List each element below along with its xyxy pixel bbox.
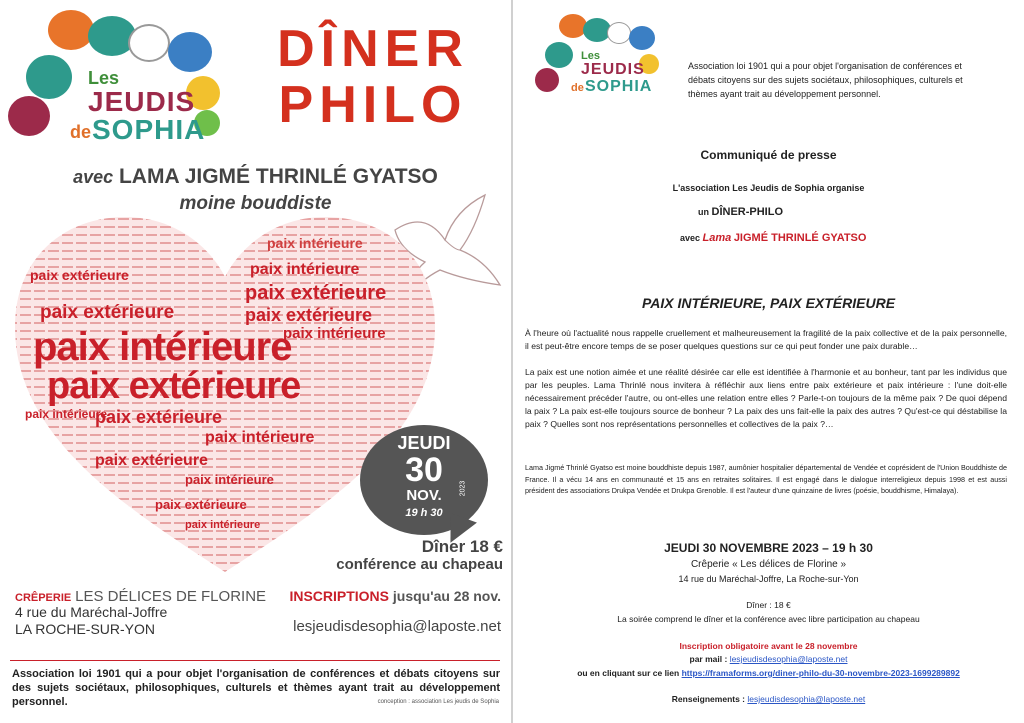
month: NOV. [406,487,442,504]
info-line [513,694,1024,704]
press-release-page [513,0,1024,723]
registration-email-link[interactable]: lesjeudisdesophia@laposte.net [729,654,848,664]
year: 2023 [459,480,467,497]
event-includes: La soirée comprend le dîner et la conférence avec libre participation au chapeau [617,614,920,624]
speech-bubble-icon [128,24,170,62]
press-release-heading: Communiqué de presse [700,148,837,162]
event-type [698,206,783,218]
logo-jeudis: JEUDIS [88,86,196,117]
logo-les: Les [581,50,600,62]
avec-label: avec [73,167,114,187]
inscriptions-date: jusqu'au 28 nov. [392,588,501,604]
cloud-word-large: paix intérieure [33,325,292,369]
intro-paragraph-2: La paix est une notion aimée et une réalité désirée car elle est identifiée à l'harmonie et au bonheur, tant par les individus que par les peuples. Lama Thrinlé nous invitera à réfléchir aux liens entre paix extérieure et paix intérieure : l'une doit-elle nécessairement précéder l'autre, ou ont-elles une relation entre elles ? Parle-t-on toujours de la même paix ? De quoi dépend la paix ? La paix est-elle toujours source de bonheur ? La paix des uns fait-elle la paix des autres ? Qu'est-ce qui déstabilise la paix ? Quelles sont nos représentations personnelles et collectives de la paix ?… [525,367,1007,429]
logo-de: de [70,122,92,142]
or-link-label: ou en cliquant sur ce lien [577,668,680,678]
registration-link-line [513,668,1024,678]
footer-text: Association loi 1901 qui a pour objet l'organisation de conférences et débats citoyens sur des sujets sociétaux, philosophiques, culturels et thèmes ayant trait au développement personnel. [12,668,500,708]
cloud-word: paix intérieure [25,407,108,421]
cloud-word-large: paix extérieure [47,365,301,407]
guest-line [0,165,511,189]
talk-title: PAIX INTÉRIEURE, PAIX EXTÉRIEURE [641,295,896,311]
logo [535,14,660,99]
cloud-word: paix extérieure [245,282,387,304]
organiser-line: L'association Les Jeudis de Sophia organise [672,183,865,193]
cloud-word: paix intérieure [185,519,261,531]
guest-name: LAMA JIGMÉ THRINLÉ GYATSO [118,165,438,188]
speech-bubble-icon [607,22,631,44]
guest-bio: Lama Jigmé Thrinlé Gyatso est moine bouddhiste depuis 1987, aumônier hospitalier départemental de Vendée et coprésident de l'Union Bouddhiste de France. Il a vécu 14 ans en communauté et 15 ans en retraites solitaires. Il est engagé dans le dialogue interreligieux depuis 1998 et est aussi président des associations Drukpa Vendée et Drukpa Grenoble. Il est l'auteur d'une quinzaine de livres (poésie, bouddhisme, Himalaya). [525,463,1007,495]
address-line-2: LA ROCHE-SUR-YON [15,621,156,637]
day-number: 30 [405,451,443,489]
un-label: un [698,207,709,217]
footer-divider [10,660,500,661]
speech-bubble-icon [26,55,72,99]
par-mail-label: par mail : [689,654,728,664]
date-badge [360,425,488,535]
title-line-1: DÎNER [277,20,469,78]
cloud-word: paix extérieure [95,407,223,427]
speech-bubble-icon [545,42,573,68]
cloud-word: paix extérieure [40,302,175,323]
cloud-word: paix extérieure [30,267,129,283]
event-address: 14 rue du Maréchal-Joffre, La Roche-sur-Yon [678,574,859,584]
logo-sophia: SOPHIA [92,114,206,145]
price: Dîner 18 € [421,537,503,556]
logo [8,10,223,145]
registration-deadline: Inscription obligatoire avant le 28 novembre [679,641,858,651]
poster-page [0,0,511,723]
speech-bubble-icon [48,10,94,50]
registration-form-link[interactable]: https://framaforms.org/diner-philo-du-30-novembre-2023-1699289892 [681,668,960,678]
logo-de: de [571,82,584,94]
cloud-word: paix intérieure [250,261,360,278]
intro-paragraph-1: À l'heure où l'actualité nous rappelle cruellement et malheureusement la fragilité de la paix collective et de la paix personnelle, il est peut-être encore temps de se poser quelques questions sur ce qui peut fonder une paix durable… [525,328,1007,351]
avec-label: avec [680,233,701,243]
heart-word-cloud [5,207,445,577]
guest-name: JIGMÉ THRINLÉ GYATSO [733,232,867,244]
inscriptions-label: INSCRIPTIONS [289,588,390,604]
cloud-word: paix extérieure [245,305,373,325]
event-venue: Crêperie « Les délices de Florine » [690,559,847,570]
logo-jeudis: JEUDIS [581,61,645,78]
speech-bubble-icon [168,32,212,72]
conference-label: conférence au chapeau [336,556,503,573]
venue-prefix: CRÊPERIE [15,592,72,604]
logo-les: Les [88,68,120,88]
guest-role: moine bouddiste [179,193,332,214]
logo-sophia: SOPHIA [585,78,653,95]
association-description: Association loi 1901 qui a pour objet l'organisation de conférences et débats citoyens sur des sujets sociétaux, philosophiques, culturels et thèmes ayant trait au développement personnel. [688,61,963,99]
email-address[interactable]: lesjeudisdesophia@laposte.net [293,618,501,635]
cloud-word: paix intérieure [205,429,315,446]
registration-email-line [513,654,1024,664]
cloud-word: paix intérieure [283,325,386,342]
cloud-word: paix intérieure [267,235,363,251]
speech-bubble-icon [535,68,559,92]
day-name: JEUDI [397,433,451,453]
title-line-2: PHILO [278,76,468,134]
lama-label: Lama [702,232,732,244]
cloud-word: paix extérieure [155,497,247,512]
inscriptions [289,588,501,604]
credit: conception : association Les jeudis de Sophia [377,699,499,705]
renseignements-label: Renseignements : [671,694,746,704]
event-price: Dîner : 18 € [746,600,791,610]
cloud-word: paix intérieure [185,472,274,487]
venue-name: LES DÉLICES DE FLORINE [75,588,267,605]
event-date: JEUDI 30 NOVEMBRE 2023 – 19 h 30 [664,541,873,555]
venue [15,588,266,605]
time: 19 h 30 [405,507,443,519]
speech-bubble-icon [629,26,655,50]
guest-line [680,232,866,244]
cloud-word: paix extérieure [95,452,208,469]
address-line-1: 4 rue du Maréchal-Joffre [15,604,168,620]
diner-philo: DÎNER-PHILO [711,206,784,218]
info-email-link[interactable]: lesjeudisdesophia@laposte.net [747,694,866,704]
speech-bubble-icon [8,96,50,136]
